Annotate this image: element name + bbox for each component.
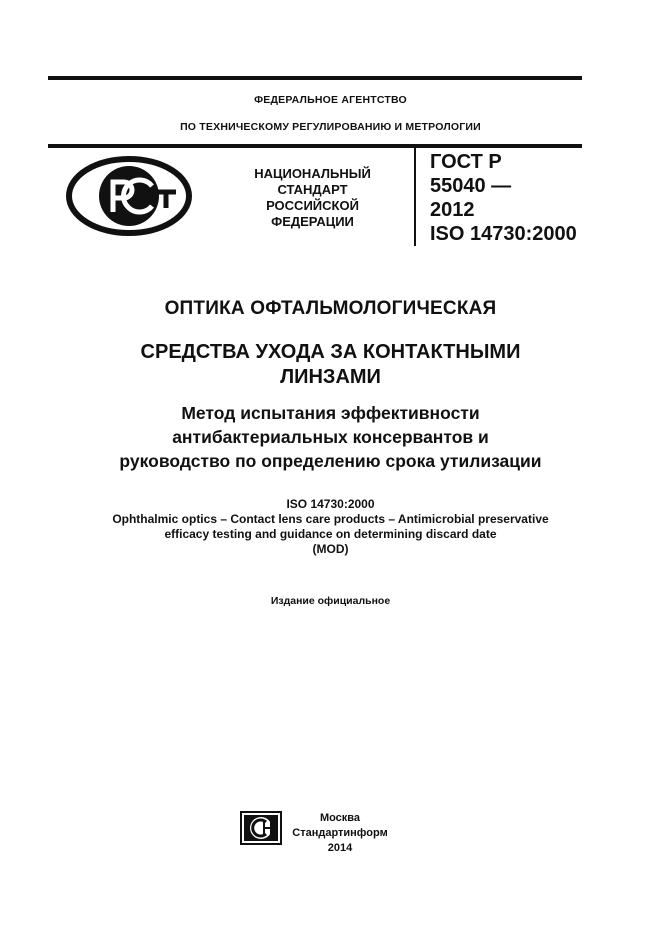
standartinform-logo-icon — [240, 811, 282, 845]
document-title-main: ОПТИКА ОФТАЛЬМОЛОГИЧЕСКАЯ — [164, 298, 497, 319]
gost-r-logo — [66, 156, 192, 236]
document-title-line2: СРЕДСТВА УХОДА ЗА КОНТАКТНЫМИ — [140, 341, 521, 363]
standard-designation — [430, 150, 590, 246]
document-subtitle-line3: руководство по определению срока утилизации — [119, 451, 542, 471]
top-rule — [48, 76, 582, 80]
edition-label: Издание официальное — [270, 595, 391, 607]
national-standard-line3: РОССИЙСКОЙ — [266, 198, 359, 213]
designation-line2: 55040 — — [430, 175, 512, 197]
national-standard-line1: НАЦИОНАЛЬНЫЙ — [254, 166, 371, 181]
iso-reference-english-line2: efficacy testing and guidance on determining discard date — [164, 527, 497, 541]
agency-name-line2: ПО ТЕХНИЧЕСКОМУ РЕГУЛИРОВАНИЮ И МЕТРОЛОГИИ — [180, 121, 481, 133]
publication-year: 2014 — [327, 842, 353, 854]
document-subtitle-line1: Метод испытания эффективности — [181, 403, 480, 423]
publisher-logo — [240, 811, 282, 845]
document-title-line3: ЛИНЗАМИ — [280, 366, 381, 388]
document-subtitle-line2: антибактериальных консервантов и — [172, 427, 489, 447]
national-standard-line4: ФЕДЕРАЦИИ — [271, 214, 354, 229]
publisher-city: Москва — [319, 812, 361, 824]
designation-line4: ISO 14730:2000 — [430, 223, 577, 245]
agency-name-line1: ФЕДЕРАЛЬНОЕ АГЕНТСТВО — [254, 94, 407, 106]
iso-reference-code: ISO 14730:2000 — [286, 497, 375, 511]
header-vertical-divider — [414, 148, 416, 246]
iso-reference-mod: (MOD) — [312, 542, 349, 556]
designation-line1: ГОСТ Р — [430, 151, 502, 173]
national-standard-label — [250, 166, 375, 230]
publisher-name: Стандартинформ — [292, 827, 388, 839]
designation-line3: 2012 — [430, 199, 475, 221]
publisher-info — [290, 811, 390, 856]
gost-r-logo-icon — [66, 156, 192, 236]
header-rule — [48, 144, 582, 148]
iso-reference-english-line1: Ophthalmic optics – Contact lens care products – Antimicrobial preservative — [112, 512, 549, 526]
national-standard-line2: СТАНДАРТ — [277, 182, 348, 197]
